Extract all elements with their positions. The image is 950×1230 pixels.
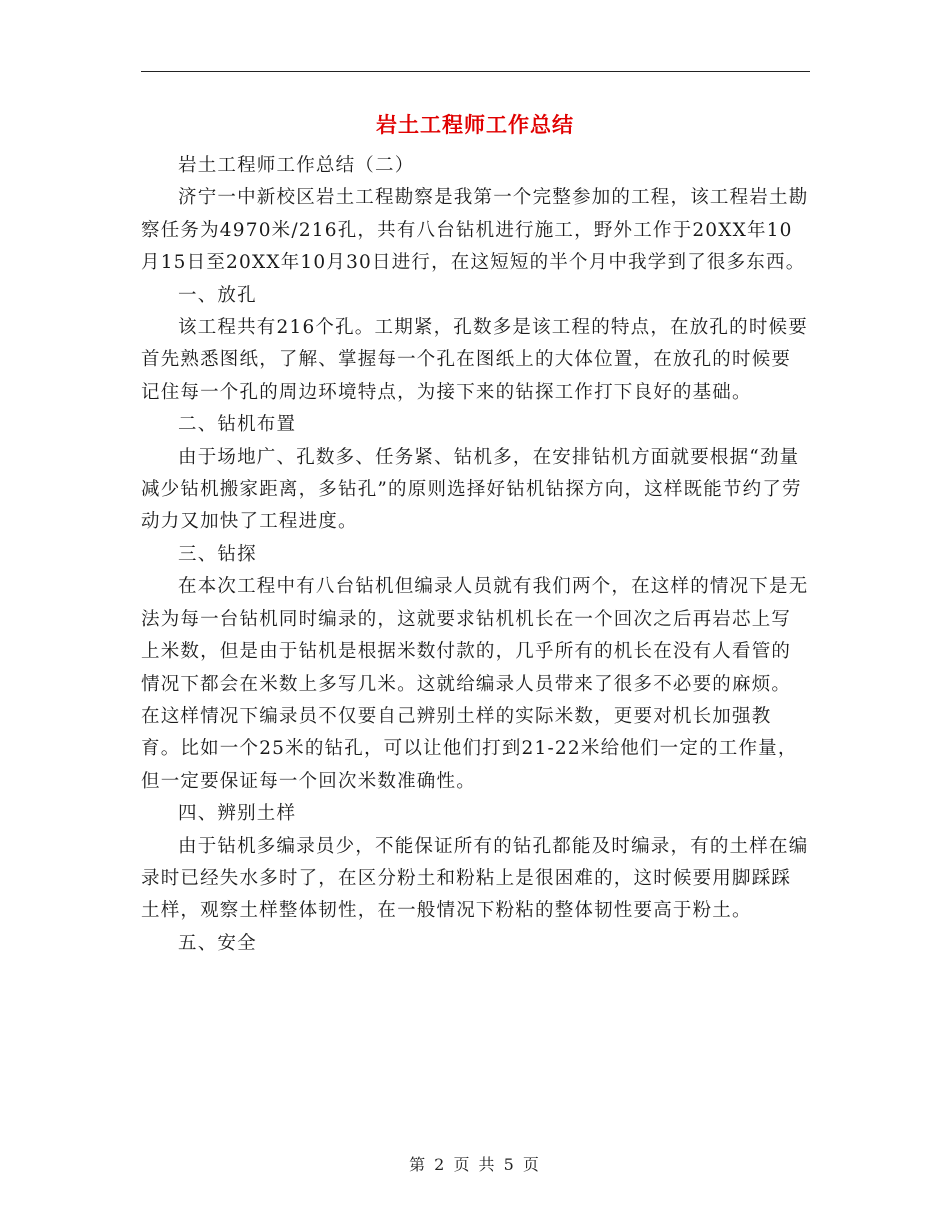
paragraph: 该工程共有216个孔。工期紧，孔数多是该工程的特点，在放孔的时候要首先熟悉图纸，了解、掌握每一个孔在图纸上的大体位置，在放孔的时候要记住每一个孔的周边环境特点，为接下来的钻探工作打下良好的基础。	[141, 317, 808, 403]
paragraph: 在本次工程中有八台钻机但编录人员就有我们两个，在这样的情况下是无法为每一台钻机同时编录的，这就要求钻机机长在一个回次之后再岩芯上写上米数，但是由于钻机是根据米数付款的，几乎所有的机长在没有人看管的情况下都会在米数上多写几米。这就给编录人员带来了很多不必要的麻烦。在这样情况下编录员不仅要自己辨别土样的实际米数，更要对机长加强教育。比如一个25米的钻孔，可以让他们打到21-22米给他们一定的工作量，但一定要保证每一个回次米数准确性。	[141, 576, 809, 792]
section-heading: 三、钻探	[178, 543, 257, 565]
document-body	[141, 150, 810, 960]
header-rule	[141, 71, 810, 72]
paragraph: 由于场地广、孔数多、任务紧、钻机多，在安排钻机方面就要根据“劲量减少钻机搬家距离，多钻孔”的原则选择好钻机钻探方向，这样既能节约了劳动力又加快了工程进度。	[141, 446, 802, 533]
paragraph: 济宁一中新校区岩土工程勘察是我第一个完整参加的工程，该工程岩土勘察任务为4970米/216孔，共有八台钻机进行施工，野外工作于20XX年10月15日至20XX年10月30日进行，在这短短的半个月中我学到了很多东西。	[141, 187, 809, 274]
section-heading: 一、放孔	[178, 284, 257, 306]
page-number: 第 2 页 共 5 页	[409, 1155, 541, 1174]
subtitle: 岩土工程师工作总结（二）	[178, 155, 415, 176]
section-heading: 四、辨别土样	[178, 803, 297, 825]
document-title: 岩土工程师工作总结	[376, 112, 574, 137]
section-heading: 五、安全	[178, 932, 257, 954]
paragraph: 由于钻机多编录员少，不能保证所有的钻孔都能及时编录，有的土样在编录时已经失水多时了，在区分粉土和粉粘上是很困难的，这时候要用脚踩踩土样，观察土样整体韧性，在一般情况下粉粘的整体韧性要高于粉土。	[141, 835, 809, 922]
section-heading: 二、钻机布置	[178, 414, 297, 436]
